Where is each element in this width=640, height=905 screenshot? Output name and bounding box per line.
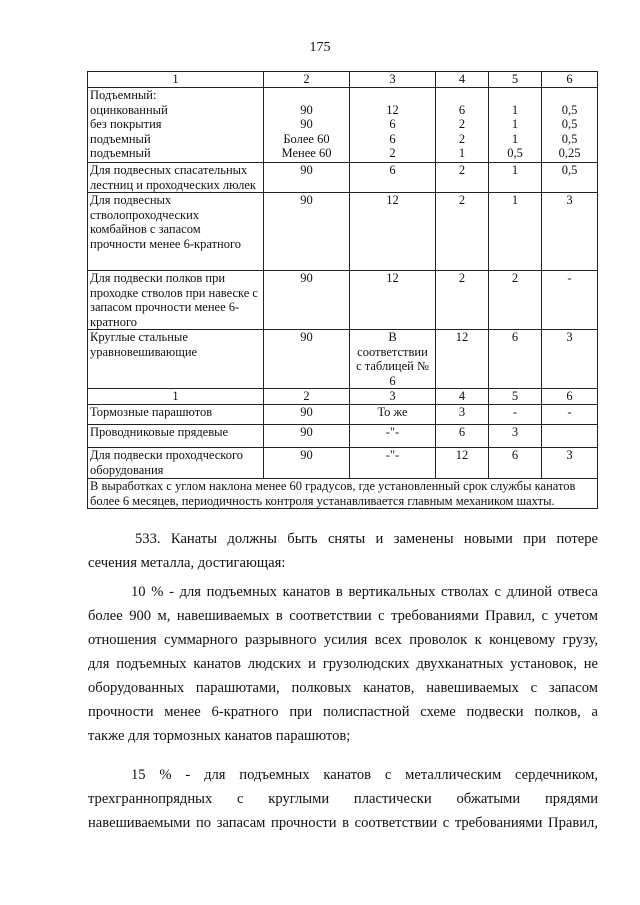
table-cell-c5 (489, 330, 542, 389)
cell-line: Для подвесных спасательных (90, 163, 248, 177)
cell-line (544, 425, 595, 440)
header-cell: 3 (350, 72, 436, 88)
table-cell-c6 (542, 425, 598, 448)
table-cell-c4 (436, 330, 489, 389)
table-cell-c3 (350, 163, 436, 193)
cell-line: 6 (458, 425, 466, 439)
cell-line: 1 (511, 193, 519, 207)
text-line: отношения суммарного разрывного усилия всех проволок к концевому грузу, (88, 632, 598, 648)
table-row (88, 330, 598, 389)
note-line: В выработках с углом наклона менее 60 градусов, где установленный срок службы канатов (90, 479, 576, 493)
table-row (88, 193, 598, 271)
cell-line: 2 (458, 131, 466, 146)
cell-line: Подъемный: (90, 88, 157, 102)
header-cell: 4 (436, 72, 489, 88)
cell-line: - (512, 405, 518, 419)
table-cell-c1 (88, 405, 264, 425)
note-line: более 6 месяцев, периодичность контроля устанавливается главным механиком шахты. (90, 493, 555, 508)
table-cell-c4 (436, 163, 489, 193)
table-cell-c1 (88, 193, 264, 271)
text-line: прочности менее 6-кратного при полиспастной схеме подвески полков, а (88, 704, 598, 720)
cell-line: Для подвески полков при (90, 271, 226, 285)
table-cell-c4 (436, 448, 489, 479)
cell-line: запасом прочности менее 6- (90, 300, 240, 314)
cell-line: 12 (386, 271, 399, 285)
cell-line: 1 (511, 102, 519, 117)
cell-line: 2 (458, 271, 466, 285)
table-cell-c5 (489, 448, 542, 479)
cell-line: 0,25 (558, 146, 581, 160)
cell-line: Тормозные парашютов (90, 405, 213, 419)
cell-line: подъемный (90, 146, 151, 160)
table-cell-c1 (88, 330, 264, 389)
cell-line: 2 (458, 117, 466, 131)
cell-line: 90 (300, 117, 313, 131)
table-cell-c5 (489, 271, 542, 330)
table-cell-c3 (350, 88, 436, 163)
table-row (88, 88, 598, 163)
cell-line: Более 60 (283, 131, 330, 146)
cell-line: 1 (458, 146, 466, 160)
cell-line: лестниц и проходческих люлек (90, 177, 256, 192)
cell-line: Для подвески проходческого (90, 448, 244, 462)
table-cell-c1 (88, 425, 264, 448)
table-cell-c2 (264, 448, 350, 479)
cell-line: 90 (300, 271, 313, 285)
text-line: более 900 м, навешиваемых в соответствии с требованиями Правил, с учетом (88, 608, 598, 624)
table-cell-c1 (88, 271, 264, 330)
table-cell-c1 (88, 448, 264, 479)
table-cell-c6 (542, 193, 598, 271)
table-note (88, 479, 598, 509)
paragraph-10-percent (88, 580, 598, 748)
cell-line: 90 (300, 193, 313, 207)
cell-line: 90 (300, 163, 313, 177)
cell-line: Для подвесных (90, 193, 172, 207)
cell-line: 2 (511, 271, 519, 285)
cell-line: В соответствии (357, 330, 428, 359)
cell-line: оборудования (90, 462, 164, 477)
table-row (88, 405, 598, 425)
cell-line: 90 (300, 102, 313, 117)
cell-line (491, 88, 539, 103)
cell-line: - (567, 271, 572, 285)
table-body (88, 72, 598, 509)
cell-line: с таблицей № 6 (356, 359, 429, 388)
table-cell-c2 (264, 405, 350, 425)
cell-line: 0,5 (507, 146, 523, 160)
table-cell-c3 (350, 193, 436, 271)
table-cell-c3 (350, 405, 436, 425)
cell-line: - (567, 405, 572, 419)
table-cell-c4 (436, 405, 489, 425)
cell-line: 3 (566, 448, 573, 462)
text-line: трехграннопрядных с круглыми пластически обжатыми прядями (88, 791, 598, 807)
cell-line: -"- (385, 425, 400, 439)
header-cell: 3 (350, 389, 436, 405)
cell-line: 6 (511, 330, 519, 344)
cell-line: 6 (389, 117, 396, 131)
cell-line (352, 88, 433, 103)
cell-line: 12 (455, 330, 469, 344)
text-line: навешиваемыми по запасам прочности в соответствии с требованиями Правил, (88, 815, 598, 831)
table-cell-c2 (264, 330, 350, 389)
cell-line: прочности менее 6-кратного (90, 236, 242, 251)
rope-inspection-table (87, 71, 598, 509)
cell-line: оцинкованный (90, 102, 168, 117)
cell-line: 12 (386, 102, 399, 117)
text-line: для подъемных канатов людских и грузолюдских двухканатных установок, не (88, 656, 598, 672)
table-cell-c6 (542, 88, 598, 163)
cell-line: 0,5 (561, 117, 578, 131)
text-line: 15 % - для подъемных канатов с металлическим сердечником, (131, 767, 598, 783)
cell-line: комбайнов с запасом (90, 222, 201, 236)
table-cell-c1 (88, 88, 264, 163)
table-cell-c1 (88, 163, 264, 193)
table-row (88, 425, 598, 448)
table-cell-c2 (264, 425, 350, 448)
cell-line: 3 (458, 405, 466, 419)
cell-line: 6 (389, 163, 396, 177)
text-line: 10 % - для подъемных канатов в вертикальных стволах с длиной отвеса (131, 584, 598, 600)
table-cell-c5 (489, 425, 542, 448)
cell-line: То же (377, 405, 408, 419)
cell-line: 2 (458, 163, 466, 177)
cell-line: 1 (511, 117, 519, 131)
page-number: 175 (309, 40, 331, 55)
table-cell-c2 (264, 88, 350, 163)
cell-line: 2 (389, 146, 396, 160)
cell-line: 90 (300, 330, 313, 344)
cell-line: 90 (300, 448, 313, 462)
header-cell: 2 (264, 72, 350, 88)
table-cell-c3 (350, 448, 436, 479)
table-cell-c6 (542, 330, 598, 389)
text-line: 533. Канаты должны быть сняты и заменены новыми при потере (135, 531, 598, 547)
table-row (88, 163, 598, 193)
table-cell-c3 (350, 271, 436, 330)
table-cell-c2 (264, 193, 350, 271)
header-cell: 1 (88, 72, 264, 88)
table-cell-c6 (542, 448, 598, 479)
table-cell-c4 (436, 425, 489, 448)
cell-line: проходке стволов при навеске с (90, 285, 258, 300)
cell-line: подъемный (90, 131, 151, 146)
cell-line: стволопроходческих (90, 207, 200, 222)
cell-line: 1 (511, 131, 519, 146)
header-cell: 1 (88, 389, 264, 405)
table-cell-c5 (489, 193, 542, 271)
cell-line: 0,5 (561, 163, 578, 177)
table-cell-c5 (489, 88, 542, 163)
cell-line: -"- (385, 448, 400, 462)
table-cell-c6 (542, 405, 598, 425)
table-cell-c2 (264, 163, 350, 193)
cell-line: 3 (511, 425, 519, 439)
table-row (88, 271, 598, 330)
cell-line (266, 88, 347, 103)
cell-line: Менее 60 (281, 146, 332, 160)
header-cell: 5 (489, 389, 542, 405)
cell-line: без покрытия (90, 117, 162, 131)
table-cell-c4 (436, 193, 489, 271)
table-cell-c6 (542, 163, 598, 193)
table-cell-c5 (489, 405, 542, 425)
cell-line: 0,5 (561, 131, 578, 146)
cell-line: 12 (455, 448, 469, 462)
paragraph-15-percent (88, 763, 598, 835)
text-line: также для тормозных канатов парашютов; (88, 728, 351, 744)
table-header-row (88, 389, 598, 405)
cell-line: 3 (566, 330, 573, 344)
cell-line: 0,5 (561, 102, 578, 117)
cell-line (544, 88, 595, 103)
cell-line: 90 (300, 405, 313, 419)
cell-line: 1 (511, 163, 519, 177)
cell-line: Проводниковые прядевые (90, 425, 229, 439)
cell-line: 3 (566, 193, 573, 207)
table-cell-c3 (350, 330, 436, 389)
header-cell: 4 (436, 389, 489, 405)
cell-line: 2 (458, 193, 466, 207)
table-note-row (88, 479, 598, 509)
cell-line: кратного (90, 314, 138, 329)
cell-line: 6 (458, 102, 466, 117)
cell-line: 90 (300, 425, 313, 439)
table-cell-c5 (489, 163, 542, 193)
cell-line: Круглые стальные (90, 330, 188, 344)
cell-line: уравновешивающие (90, 344, 198, 359)
table-cell-c6 (542, 271, 598, 330)
cell-line (438, 88, 486, 103)
header-cell: 2 (264, 389, 350, 405)
cell-line: 6 (511, 448, 519, 462)
cell-line: 12 (386, 193, 399, 207)
table-row (88, 448, 598, 479)
header-cell: 6 (542, 72, 598, 88)
table-header-row (88, 72, 598, 88)
text-line: сечения металла, достигающая: (88, 555, 286, 571)
table-cell-c4 (436, 271, 489, 330)
paragraph-533 (88, 527, 598, 575)
table-cell-c4 (436, 88, 489, 163)
header-cell: 6 (542, 389, 598, 405)
table-cell-c2 (264, 271, 350, 330)
text-line: оборудованных парашютами, полковых канатов, навешиваемых с запасом (88, 680, 598, 696)
table-cell-c3 (350, 425, 436, 448)
cell-line: 6 (389, 131, 396, 146)
header-cell: 5 (489, 72, 542, 88)
